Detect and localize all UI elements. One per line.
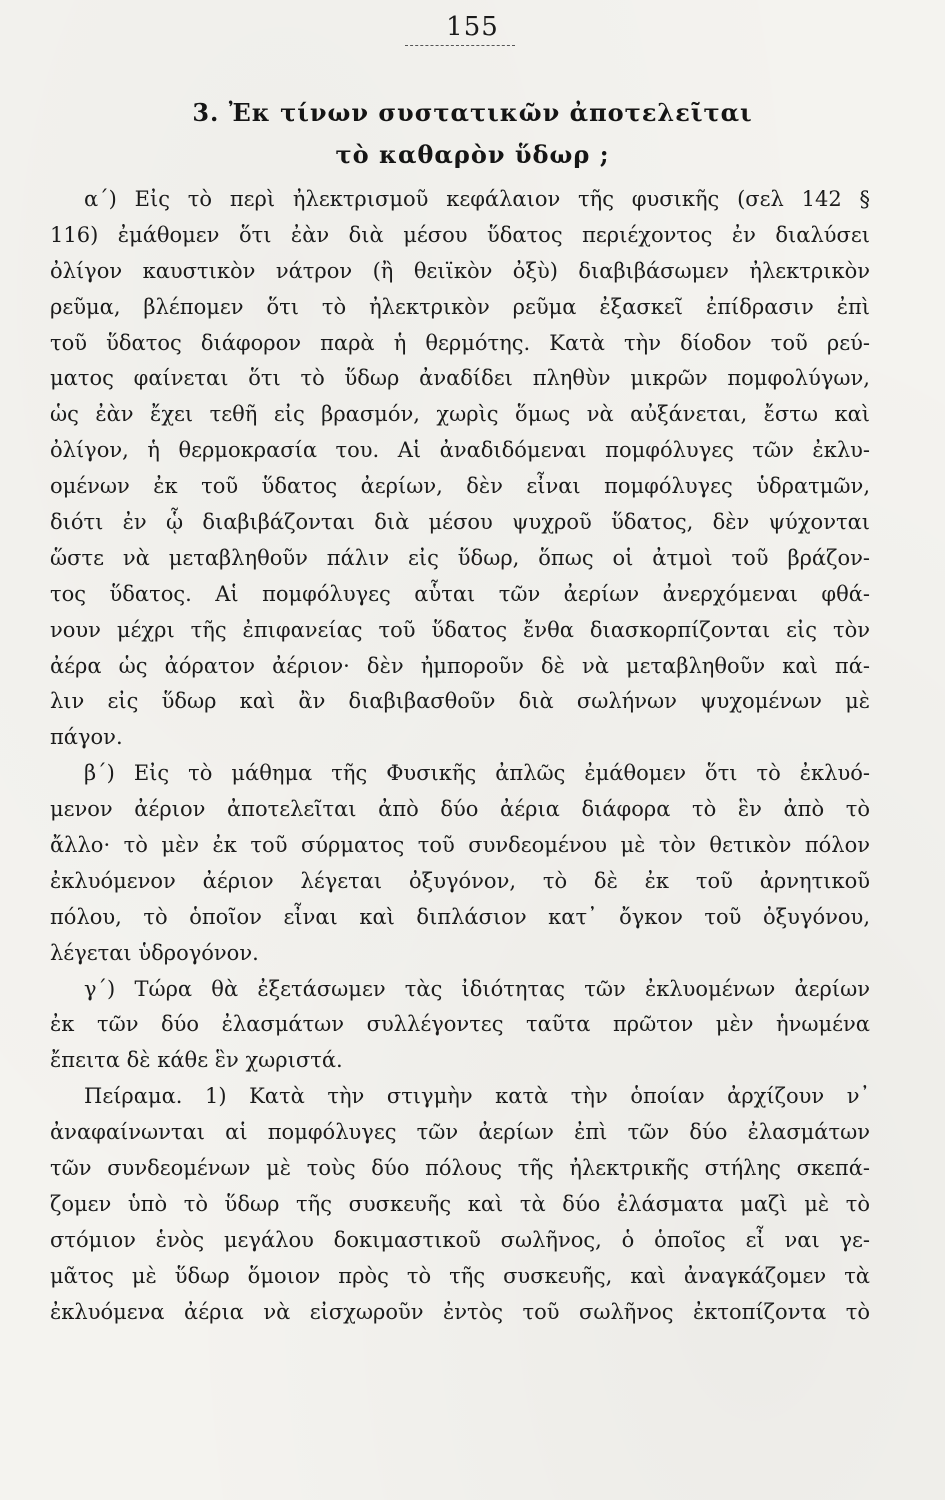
- body-text: [50, 182, 870, 1331]
- text-line: ρεῦμα, βλέπομεν ὅτι τὸ ἠλεκτρικὸν ρεῦμα ἐξασκεῖ ἐπίδρασιν ἐπὶ: [50, 294, 870, 319]
- page-number-rule: [405, 45, 515, 46]
- text-line: τος ὕδατος. Αἱ πομφόλυγες αὗται τῶν ἀερίων ἀνερχόμεναι φθά-: [50, 581, 870, 606]
- text-line: ομένων ἐκ τοῦ ὕδατος ἀερίων, δὲν εἶναι πομφόλυγες ὑδρατμῶν,: [50, 474, 870, 499]
- text-line: τῶν συνδεομένων μὲ τοὺς δύο πόλους τῆς ἠλεκτρικῆς στήλης σκεπά-: [50, 1156, 870, 1181]
- text-line: Πείραμα. 1) Κατὰ τὴν στιγμὴν κατὰ τὴν ὁποίαν ἀρχίζουν ν᾿: [84, 1084, 870, 1109]
- text-line: ὡς ἐὰν ἔχει τεθῆ εἰς βρασμόν, χωρὶς ὅμως νὰ αὐξάνεται, ἔστω καὶ: [50, 402, 870, 427]
- text-line: ἔπειτα δὲ κάθε ἓν χωριστά.: [50, 1048, 343, 1073]
- section-heading-line-2: τὸ καθαρὸν ὕδωρ ;: [335, 140, 610, 169]
- text-line: β΄) Εἰς τὸ μάθημα τῆς Φυσικῆς ἀπλῶς ἐμάθομεν ὅτι τὸ ἐκλυό-: [84, 761, 870, 786]
- text-line: ζομεν ὑπὸ τὸ ὕδωρ τῆς συσκευῆς καὶ τὰ δύο ἐλάσματα μαζὶ μὲ τὸ: [50, 1191, 870, 1216]
- text-line: λιν εἰς ὕδωρ καὶ ἂν διαβιβασθοῦν διὰ σωλήνων ψυχομένων μὲ: [50, 689, 870, 714]
- text-line: ἄλλο· τὸ μὲν ἐκ τοῦ σύρματος τοῦ συνδεομένου μὲ τὸν θετικὸν πόλον: [50, 833, 870, 858]
- text-line: ὀλίγον καυστικὸν νάτρον (ἢ θειϊκὸν ὀξὺ) διαβιβάσωμεν ἠλεκτρικὸν: [50, 258, 870, 283]
- text-line: ἀέρα ὡς ἀόρατον ἀέριον· δὲν ἠμποροῦν δὲ νὰ μεταβληθοῦν καὶ πά-: [50, 653, 870, 678]
- text-line: ἐκλυόμενα ἀέρια νὰ εἰσχωροῦν ἐντὸς τοῦ σωλῆνος ἐκτοπίζοντα τὸ: [50, 1299, 870, 1324]
- text-line: μᾶτος μὲ ὕδωρ ὅμοιον πρὸς τὸ τῆς συσκευῆς, καὶ ἀναγκάζομεν τὰ: [50, 1263, 870, 1288]
- text-line: 116) ἐμάθομεν ὅτι ἐὰν διὰ μέσου ὕδατος περιέχοντος ἐν διαλύσει: [50, 222, 870, 247]
- text-line: διότι ἐν ᾧ διαβιβάζονται διὰ μέσου ψυχροῦ ὕδατος, δὲν ψύχονται: [50, 510, 870, 535]
- text-line: ὥστε νὰ μεταβληθοῦν πάλιν εἰς ὕδωρ, ὅπως οἱ ἀτμοὶ τοῦ βράζον-: [50, 545, 870, 570]
- text-line: λέγεται ὑδρογόνον.: [50, 940, 259, 965]
- section-heading-line-1: 3. Ἐκ τίνων συστατικῶν ἀποτελεῖται: [192, 98, 753, 127]
- text-line: νουν μέχρι τῆς ἐπιφανείας τοῦ ὕδατος ἔνθα διασκορπίζονται εἰς τὸν: [50, 617, 870, 642]
- text-line: γ΄) Τώρα θὰ ἐξετάσωμεν τὰς ἰδιότητας τῶν ἐκλυομένων ἀερίων: [84, 976, 870, 1001]
- text-line: στόμιον ἑνὸς μεγάλου δοκιμαστικοῦ σωλῆνος, ὁ ὁποῖος εἶ ναι γε-: [50, 1227, 870, 1252]
- text-line: πάγον.: [50, 725, 123, 750]
- text-line: ματος φαίνεται ὅτι τὸ ὕδωρ ἀναδίδει πληθὺν μικρῶν πομφολύγων,: [50, 366, 870, 391]
- text-line: ἐκλυόμενον ἀέριον λέγεται ὀξυγόνον, τὸ δὲ ἐκ τοῦ ἀρνητικοῦ: [50, 868, 870, 893]
- text-line: ἐκ τῶν δύο ἐλασμάτων συλλέγοντες ταῦτα πρῶτον μὲν ἡνωμένα: [50, 1012, 870, 1037]
- page-number: 155: [446, 12, 499, 42]
- text-line: ὀλίγον, ἡ θερμοκρασία του. Αἱ ἀναδιδόμεναι πομφόλυγες τῶν ἐκλυ-: [50, 438, 870, 463]
- text-line: πόλου, τὸ ὁποῖον εἶναι καὶ διπλάσιον κατ᾿ ὄγκον τοῦ ὀξυγόνου,: [50, 904, 870, 929]
- text-line: τοῦ ὕδατος διάφορον παρὰ ἡ θερμότης. Κατὰ τὴν δίοδον τοῦ ρεύ-: [50, 330, 870, 355]
- text-line: ἀναφαίνωνται αἱ πομφόλυγες τῶν ἀερίων ἐπὶ τῶν δύο ἐλασμάτων: [50, 1120, 870, 1145]
- text-line: μενον ἀέριον ἀποτελεῖται ἀπὸ δύο ἀέρια διάφορα τὸ ἓν ἀπὸ τὸ: [50, 797, 870, 822]
- text-line: α΄) Εἰς τὸ περὶ ἠλεκτρισμοῦ κεφάλαιον τῆς φυσικῆς (σελ 142 §: [84, 187, 870, 211]
